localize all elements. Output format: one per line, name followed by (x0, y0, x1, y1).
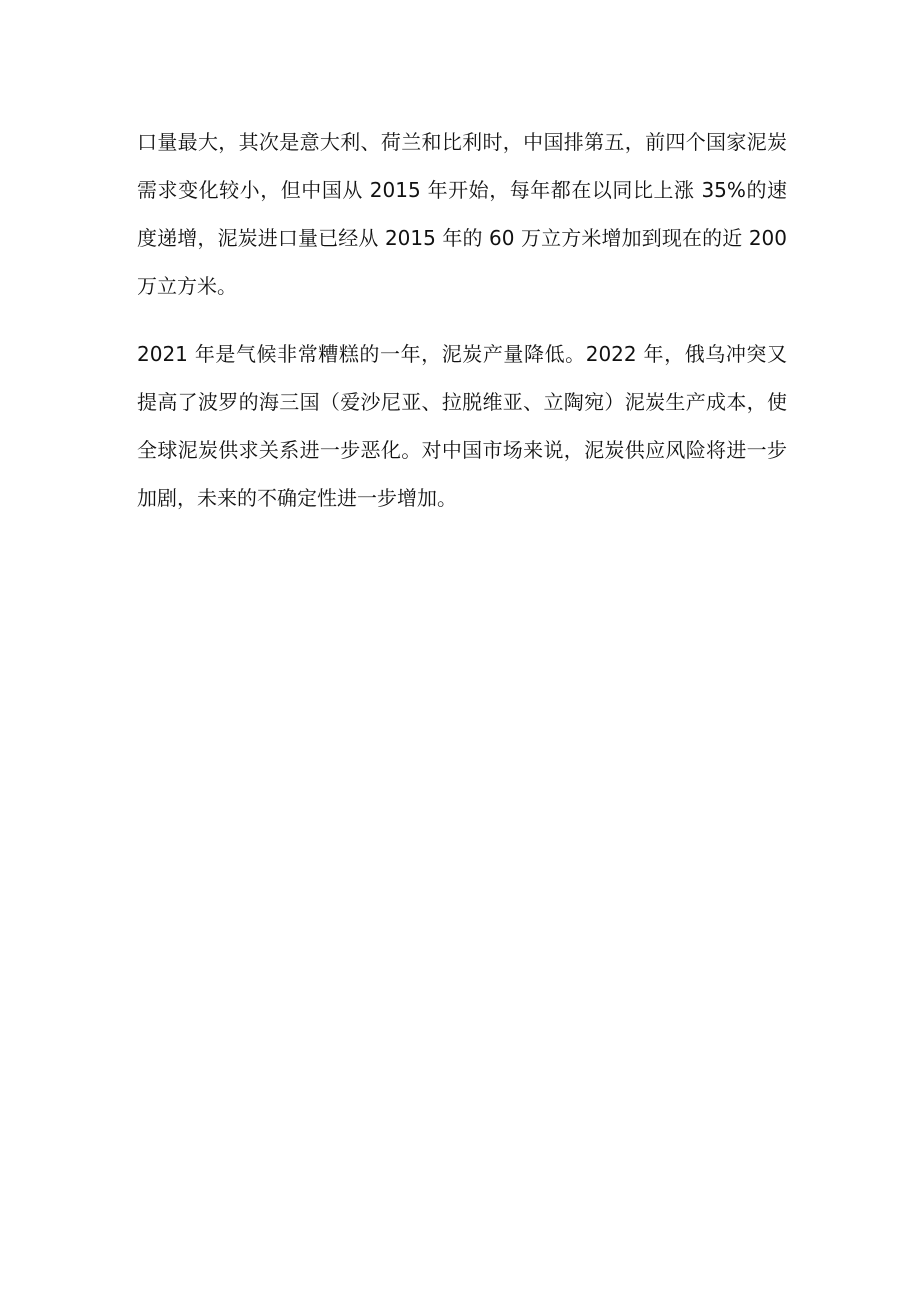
paragraph-peat-import-trend: 口量最大，其次是意大利、荷兰和比利时，中国排第五，前四个国家泥炭需求变化较小，但中国从 2015 年开始，每年都在以同比上涨 35%的速度递增，泥炭进口量已经从 2015 年的 60 万立方米增加到现在的近 200 万立方米。 (137, 130, 787, 298)
document-body (137, 118, 787, 522)
paragraph-supply-risk: 2021 年是气候非常糟糕的一年，泥炭产量降低。2022 年，俄乌冲突又提高了波罗的海三国（爱沙尼亚、拉脱维亚、立陶宛）泥炭生产成本，使全球泥炭供求关系进一步恶化。对中国市场来说，泥炭供应风险将进一步加剧，未来的不确定性进一步增加。 (137, 342, 787, 510)
